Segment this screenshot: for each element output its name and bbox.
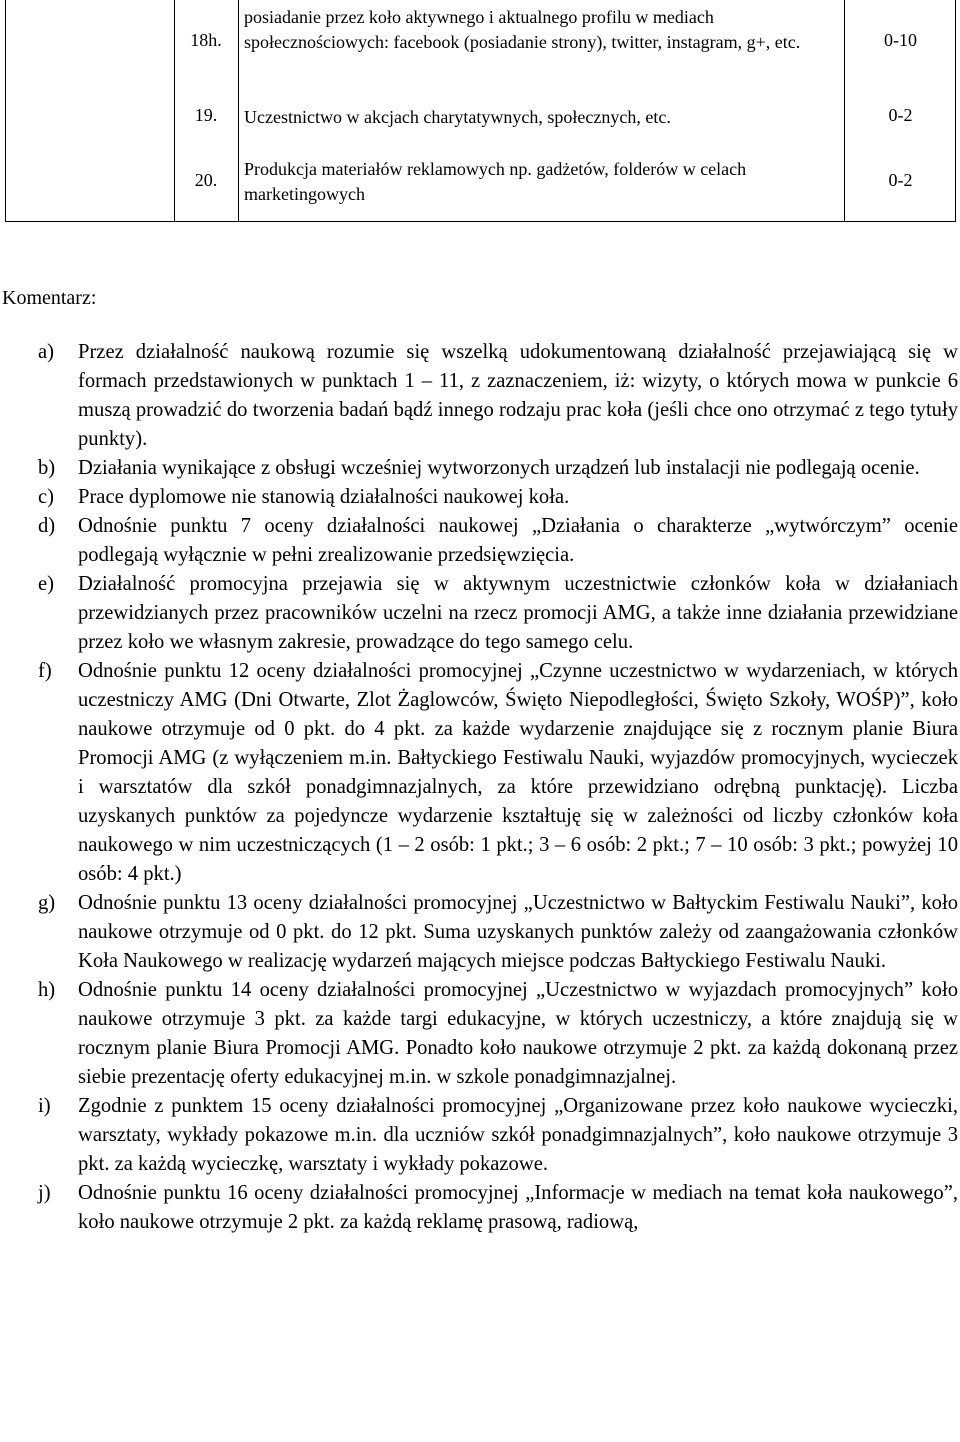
list-item (0, 483, 958, 512)
list-item (0, 657, 958, 889)
table-row-description: Uczestnictwo w akcjach charytatywnych, społecznych, etc. (244, 107, 671, 127)
list-marker: a) (38, 341, 54, 363)
list-marker: d) (38, 515, 56, 537)
table-row-points: 0-2 (888, 105, 913, 125)
list-marker: e) (38, 573, 54, 595)
list-marker: f) (38, 660, 52, 682)
list-item (0, 1092, 958, 1179)
scoring-table (5, 0, 956, 222)
list-text: Działania wynikające z obsługi wcześniej wytworzonych urządzeń lub instalacji nie podlegają ocenie. (78, 457, 920, 479)
list-item (0, 570, 958, 657)
list-marker: b) (38, 457, 56, 479)
comment-list (0, 338, 958, 1237)
table-row-number: 20. (194, 170, 218, 190)
column-divider (238, 0, 239, 221)
list-marker: j) (38, 1182, 51, 1204)
list-marker: c) (38, 486, 54, 508)
list-text: Przez działalność naukową rozumie się wszelką udokumentowaną działalność przejawiającą się w formach przedstawionych w punktach 1 – 11, z zaznaczeniem, iż: wizyty, o których mowa w punkcie 6 muszą prowadzić do tworzenia badań bądź innego rodzaju prac koła (jeśli chce ono otrzymać z tego tytuły punkty). (78, 341, 958, 450)
table-row-description: posiadanie przez koło aktywnego i aktualnego profilu w mediach społecznościowych: facebook (posiadanie strony), twitter, instagram, g+, etc. (244, 7, 801, 52)
list-text: Zgodnie z punktem 15 oceny działalności promocyjnej „Organizowane przez koło naukowe wycieczki, warsztaty, wykłady pokazowe m.in. dla uczniów szkół ponadgimnazjalnych”, koło naukowe otrzymuje 3 pkt. za każdą wycieczkę, warsztaty i wykłady pokazowe. (78, 1095, 958, 1175)
list-marker: g) (38, 892, 56, 914)
list-text: Działalność promocyjna przejawia się w aktywnym uczestnictwie członków koła w działaniach przewidzianych przez pracowników uczelni na rzecz promocji AMG, a także inne działania przewidziane przez koło we własnym zakresie, prowadzące do tego samego celu. (78, 573, 958, 653)
table-row-number: 18h. (190, 30, 222, 50)
list-item (0, 1179, 958, 1237)
table-row-points: 0-2 (888, 170, 913, 190)
table-row-number: 19. (194, 105, 218, 125)
list-marker: h) (38, 979, 56, 1001)
list-marker: i) (38, 1095, 51, 1117)
list-item (0, 512, 958, 570)
list-text: Odnośnie punktu 14 oceny działalności promocyjnej „Uczestnictwo w wyjazdach promocyjnych” koło naukowe otrzymuje 3 pkt. za każde targi edukacyjne, w których uczestniczy, a które znajdują się w rocznym planie Biura Promocji AMG. Ponadto koło naukowe otrzymuje 2 pkt. za każdą dokonaną przez siebie prezentację oferty edukacyjnej m.in. w szkole ponadgimnazjalnej. (78, 979, 958, 1088)
list-item (0, 454, 958, 483)
table-row-description: Produkcja materiałów reklamowych np. gadżetów, folderów w celach marketingowych (244, 159, 747, 204)
list-text: Odnośnie punktu 12 oceny działalności promocyjnej „Czynne uczestnictwo w wydarzeniach, w których uczestniczy AMG (Dni Otwarte, Zlot Żaglowców, Święto Niepodległości, Święto Szkoły, WOŚP)”, koło naukowe otrzymuje od 0 pkt. do 4 pkt. za każde wydarzenie znajdujące się z rocznym planie Biura Promocji AMG (z wyłączeniem m.in. Bałtyckiego Festiwalu Nauki, wyjazdów promocyjnych, wycieczek i warsztatów dla szkół ponadgimnazjalnych, za które przewidziano odrębną punktację). Liczba uzyskanych punktów za pojedyncze wydarzenie kształtuję się w zależności od liczby członków koła naukowego w nim uczestniczących (1 – 2 osób: 1 pkt.; 3 – 6 osób: 2 pkt.; 7 – 10 osób: 3 pkt.; powyżej 10 osób: 4 pkt.) (78, 660, 958, 885)
list-item (0, 338, 958, 454)
list-item (0, 889, 958, 976)
list-text: Odnośnie punktu 7 oceny działalności naukowej „Działania o charakterze „wytwórczym” ocenie podlegają wyłącznie w pełni zrealizowanie przedsięwzięcia. (78, 515, 958, 566)
list-text: Odnośnie punktu 16 oceny działalności promocyjnej „Informacje w mediach na temat koła naukowego”, koło naukowe otrzymuje 2 pkt. za każdą reklamę prasową, radiową, (78, 1182, 958, 1233)
list-text: Odnośnie punktu 13 oceny działalności promocyjnej „Uczestnictwo w Bałtyckim Festiwalu Nauki”, koło naukowe otrzymuje od 0 pkt. do 12 pkt. Suma uzyskanych punktów zależy od zaangażowania członków Koła Naukowego w realizację wydarzeń mających miejsce podczas Bałtyckiego Festiwalu Nauki. (78, 892, 958, 972)
table-row-points: 0-10 (884, 30, 917, 50)
list-text: Prace dyplomowe nie stanowią działalności naukowej koła. (78, 486, 570, 508)
comment-heading: Komentarz: (2, 287, 97, 309)
list-item (0, 976, 958, 1092)
